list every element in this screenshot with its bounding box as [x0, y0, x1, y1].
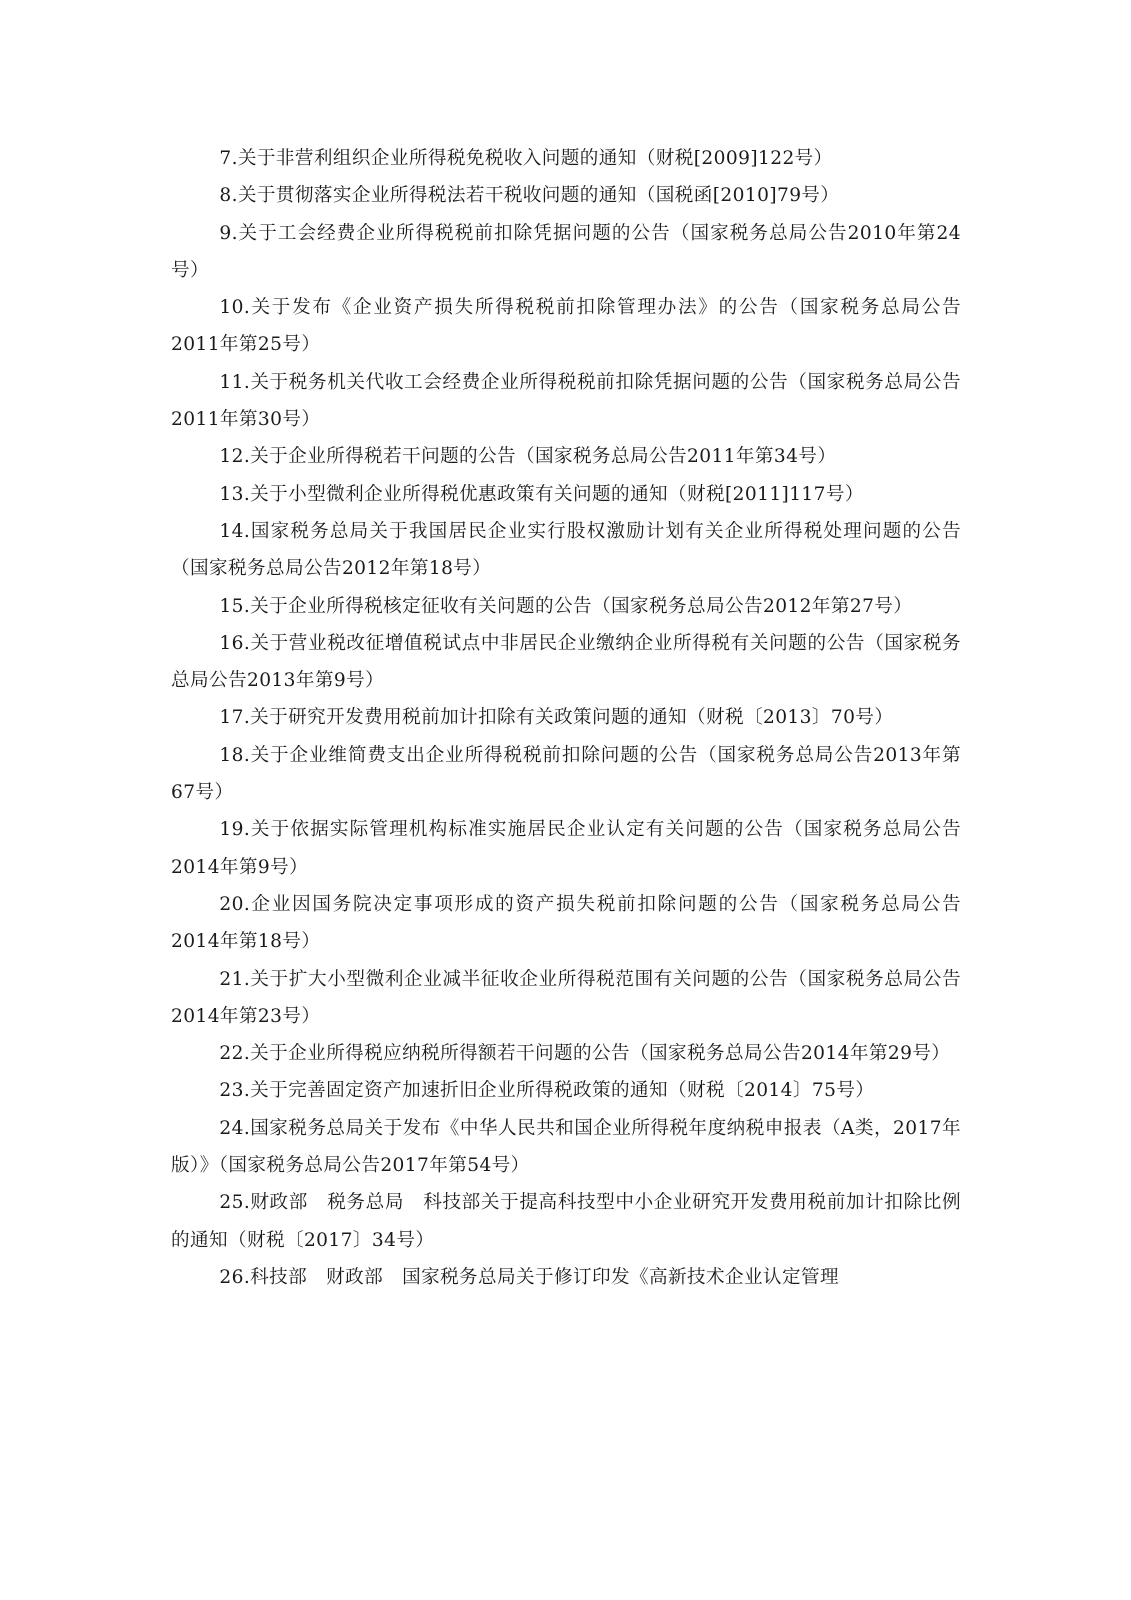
- list-item: 11.关于税务机关代收工会经费企业所得税税前扣除凭据问题的公告（国家税务总局公告2011年第30号）: [171, 371, 961, 431]
- list-item: 10.关于发布《企业资产损失所得税税前扣除管理办法》的公告（国家税务总局公告2011年第25号）: [171, 297, 961, 356]
- list-item: 7.关于非营利组织企业所得税免税收入问题的通知（财税[2009]122号）: [219, 148, 833, 169]
- list-item: 8.关于贯彻落实企业所得税法若干税收问题的通知（国税函[2010]79号）: [219, 185, 840, 207]
- list-item: 17.关于研究开发费用税前加计扣除有关政策问题的通知（财税〔2013〕70号）: [219, 707, 894, 729]
- list-item: 13.关于小型微利企业所得税优惠政策有关问题的通知（财税[2011]117号）: [219, 483, 864, 505]
- list-item: 24.国家税务总局关于发布《中华人民共和国企业所得税年度纳税申报表（A类，2017年版）》（国家税务总局公告2017年第54号）: [171, 1117, 961, 1177]
- list-item: 20.企业因国务院决定事项形成的资产损失税前扣除问题的公告（国家税务总局公告2014年第18号）: [171, 893, 961, 953]
- list-item: 9.关于工会经费企业所得税税前扣除凭据问题的公告（国家税务总局公告2010年第24号）: [171, 222, 961, 281]
- regulation-list: [171, 140, 961, 1296]
- list-item: 23.关于完善固定资产加速折旧企业所得税政策的通知（财税〔2014〕75号）: [219, 1080, 875, 1102]
- list-item: 19.关于依据实际管理机构标准实施居民企业认定有关问题的公告（国家税务总局公告2014年第9号）: [171, 819, 961, 878]
- list-item: 16.关于营业税改征增值税试点中非居民企业缴纳企业所得税有关问题的公告（国家税务总局公告2013年第9号）: [171, 632, 961, 692]
- list-item: 14.国家税务总局关于我国居民企业实行股权激励计划有关企业所得税处理问题的公告（国家税务总局公告2012年第18号）: [171, 520, 961, 580]
- list-item: 26.科技部 财政部 国家税务总局关于修订印发《高新技术企业认定管理: [219, 1266, 839, 1288]
- list-item: 12.关于企业所得税若干问题的公告（国家税务总局公告2011年第34号）: [219, 446, 837, 468]
- list-item: 18.关于企业维简费支出企业所得税税前扣除问题的公告（国家税务总局公告2013年第67号）: [171, 744, 961, 804]
- list-item: 22.关于企业所得税应纳税所得额若干问题的公告（国家税务总局公告2014年第29号）: [219, 1043, 951, 1065]
- list-item: 25.财政部 税务总局 科技部关于提高科技型中小企业研究开发费用税前加计扣除比例的通知（财税〔2017〕34号）: [171, 1192, 961, 1251]
- list-item: 15.关于企业所得税核定征收有关问题的公告（国家税务总局公告2012年第27号）: [219, 595, 913, 617]
- list-item: 21.关于扩大小型微利企业减半征收企业所得税范围有关问题的公告（国家税务总局公告2014年第23号）: [171, 968, 961, 1027]
